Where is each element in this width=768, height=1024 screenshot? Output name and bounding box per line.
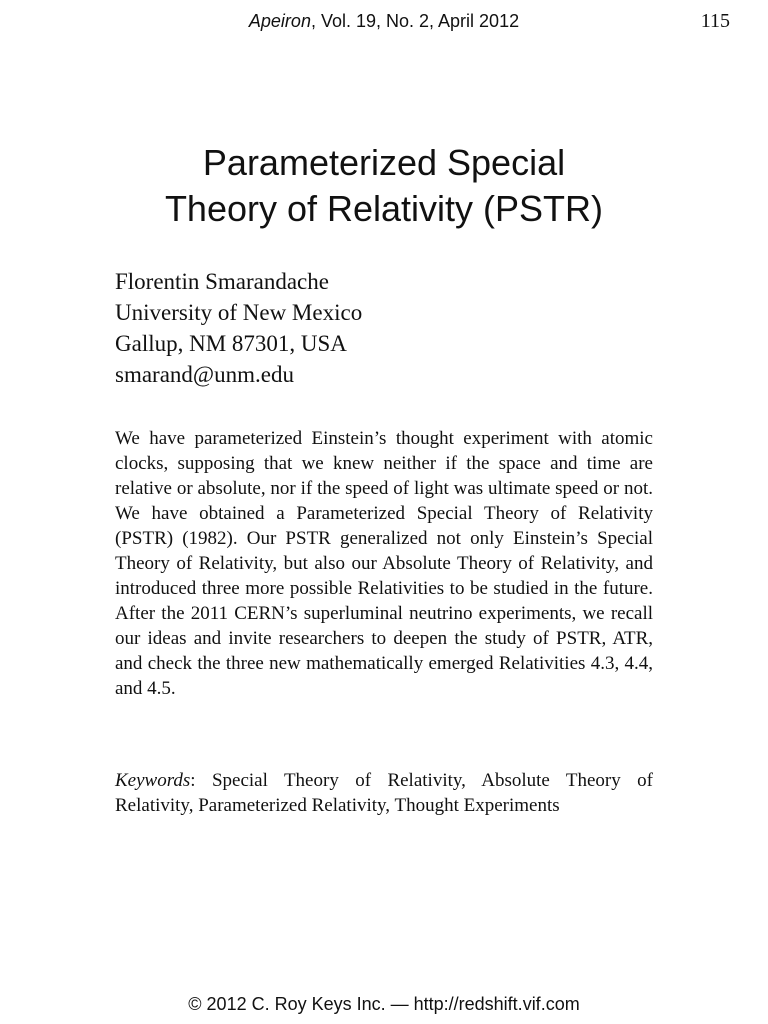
author-address: Gallup, NM 87301, USA	[115, 331, 347, 356]
page-number: 115	[700, 10, 730, 32]
keywords-text: : Special Theory of Relativity, Absolute Theory of Relativity, Parameterized Relativity, Thought Experiments	[115, 770, 653, 816]
author-email: smarand@unm.edu	[115, 362, 294, 387]
author-affiliation: University of New Mexico	[115, 300, 363, 325]
paper-title-line-2: Theory of Relativity (PSTR)	[164, 188, 604, 229]
keywords-paragraph	[115, 768, 653, 818]
journal-details: , Vol. 19, No. 2, April 2012	[310, 11, 520, 31]
copyright-footer: © 2012 C. Roy Keys Inc. — http://redshift.vif.com	[188, 994, 580, 1014]
paper-title	[0, 140, 768, 232]
keywords-label: Keywords	[115, 770, 191, 791]
abstract-paragraph: We have parameterized Einstein’s thought experiment with atomic clocks, supposing that we knew neither if the space and time are relative or absolute, nor if the speed of light was ultimate speed or not. We have obtained a Parameterized Special Theory of Relativity (PSTR) (1982). Our PSTR generalized not only Einstein’s Special Theory of Relativity, but also our Absolute Theory of Relativity, and introduced three more possible Relativities to be studied in the future. After the 2011 CERN’s superluminal neutrino experiments, we recall our ideas and invite researchers to deepen the study of PSTR, ATR, and check the three new mathematically emerged Relativities 4.3, 4.4, and 4.5.	[115, 428, 653, 699]
journal-name: Apeiron	[248, 11, 311, 31]
author-block	[115, 266, 675, 390]
author-name: Florentin Smarandache	[115, 269, 329, 294]
running-head	[0, 8, 768, 34]
journal-citation	[0, 8, 768, 34]
paper-title-line-1: Parameterized Special	[202, 142, 566, 183]
